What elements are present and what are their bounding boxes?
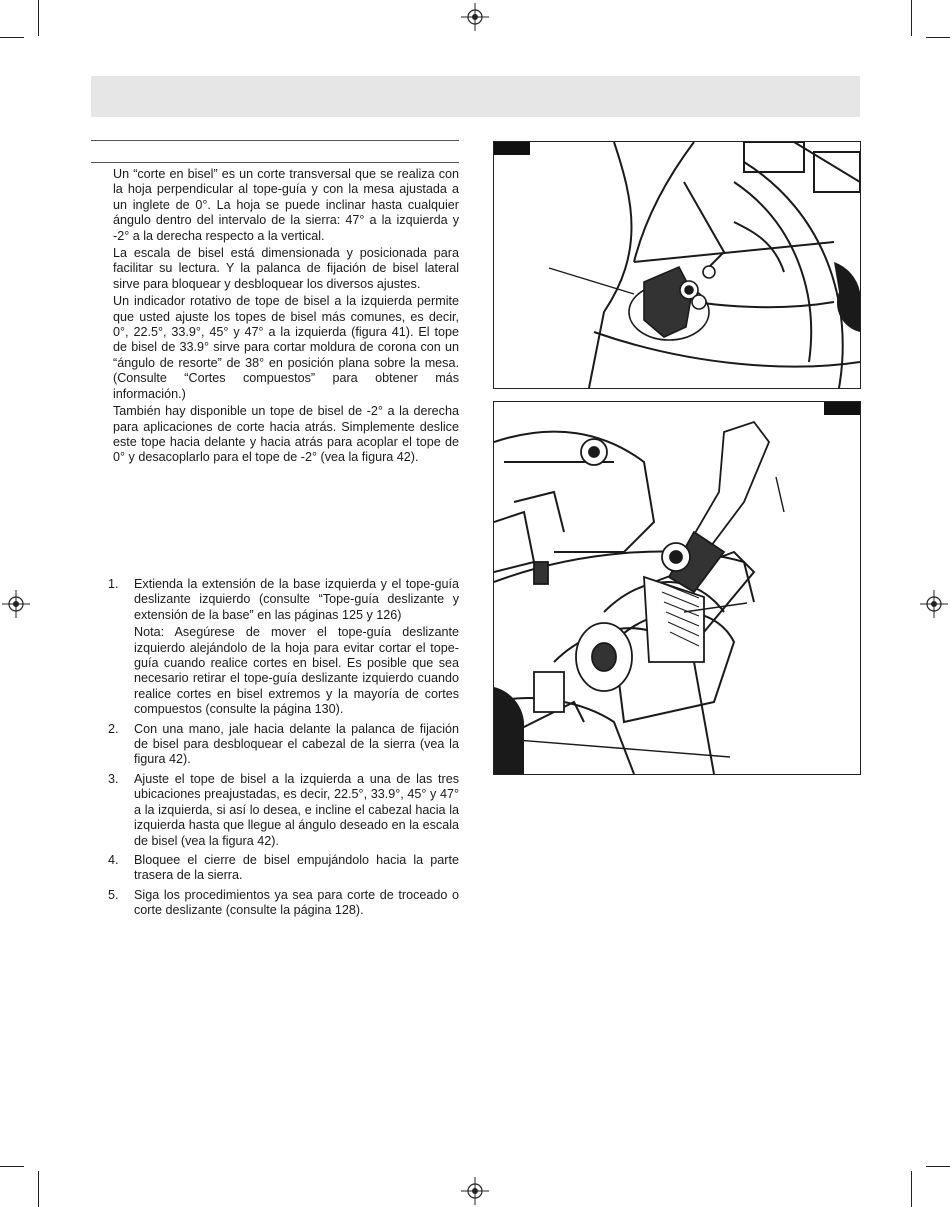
list-item <box>108 577 459 718</box>
step-number: 2. <box>108 721 119 736</box>
step-text: Ajuste el tope de bisel a la izquierda a una de las tres ubicaciones preajustadas, es decir, 22.5°, 33.9°, 45° y 47° a la izquierda, si así lo desea, e incline el cabezal hacia la izquierda hasta que llegue al ángulo deseado en la escala de bisel (vea la figura 42). <box>134 771 459 848</box>
intro-paragraph-2: La escala de bisel está dimensionada y posicionada para facilitar su lectura. Y la palanca de fijación de bisel lateral sirve para bloquear y desbloquear los diversos ajustes. <box>113 246 459 291</box>
crop-mark-tl-h <box>0 37 24 38</box>
intro-text <box>113 167 459 468</box>
bevel-stop-dial-illustration <box>494 142 860 388</box>
figure-42 <box>493 401 861 775</box>
list-item <box>108 722 459 768</box>
step-text: Bloquee el cierre de bisel empujándolo hacia la parte trasera de la sierra. <box>134 852 459 883</box>
crop-mark-br-h <box>926 1166 950 1167</box>
registration-mark-left <box>2 590 30 618</box>
bevel-lock-lever-illustration <box>494 402 860 774</box>
section-rule-bottom <box>91 162 459 163</box>
step-text: Siga los procedimientos ya sea para corte de troceado o corte deslizante (consulte la página 128). <box>134 887 459 918</box>
intro-paragraph-3: Un indicador rotativo de tope de bisel a la izquierda permite que usted ajuste los topes de bisel más comunes, es decir, 0°, 22.5°, 33.9°, 45° y 47° a la izquierda (figura 41). El tope de bisel de 33.9° sirve para cortar moldura de corona con un “ángulo de resorte” de 38° en posición plana sobre la mesa. (Consulte “Cortes compuestos” para obtener más información.) <box>113 294 459 401</box>
section-header-band <box>91 76 860 117</box>
list-item <box>108 772 459 849</box>
crop-mark-tl-v <box>38 0 39 36</box>
registration-mark-top <box>461 3 489 31</box>
registration-mark-right <box>920 590 948 618</box>
intro-paragraph-1: Un “corte en bisel” es un corte transversal que se realiza con la hoja perpendicular al tope-guía y con la mesa ajustada a un inglete de 0°. La hoja se puede inclinar hasta cualquier ángulo dentro del intervalo de la sierra: 47° a la izquierda y -2° a la derecha respecto a la vertical. <box>113 167 459 243</box>
procedure-steps <box>108 577 459 923</box>
step-number: 4. <box>108 852 119 867</box>
crop-mark-tr-v <box>911 0 912 36</box>
crop-mark-br-v <box>911 1171 912 1207</box>
list-item <box>108 853 459 884</box>
step-text: Extienda la extensión de la base izquierda y el tope-guía deslizante izquierdo (consulte “Tope-guía deslizante y extensión de la base” en las páginas 125 y 126) <box>134 577 459 622</box>
step-number: 5. <box>108 887 119 902</box>
intro-paragraph-4: También hay disponible un tope de bisel de -2° a la derecha para aplicaciones de corte hacia atrás. Simplemente deslice este tope hacia delante y hacia atrás para acoplar el tope de 0° y desacoplarlo para el tope de -2° (vea la figura 42). <box>113 404 459 465</box>
registration-mark-bottom <box>461 1177 489 1205</box>
crop-mark-bl-v <box>38 1171 39 1207</box>
figure-41 <box>493 141 861 389</box>
step-text: Con una mano, jale hacia delante la palanca de fijación de bisel para desbloquear el cabezal de la sierra (vea la figura 42). <box>134 721 459 767</box>
list-item <box>108 888 459 919</box>
section-rule-top <box>91 140 459 141</box>
crop-mark-tr-h <box>926 37 950 38</box>
step-number: 1. <box>108 577 119 591</box>
crop-mark-bl-h <box>0 1166 24 1167</box>
step-number: 3. <box>108 771 119 786</box>
step-note: Nota: Asegúrese de mover el tope-guía deslizante izquierdo alejándolo de la hoja para evitar cortar el tope-guía cuando realice cortes en bisel. Es posible que sea necesario retirar el tope-guía deslizante izquierdo cuando realice cortes en bisel extremos y la mayoría de cortes compuestos (consulte la página 130). <box>134 625 459 717</box>
